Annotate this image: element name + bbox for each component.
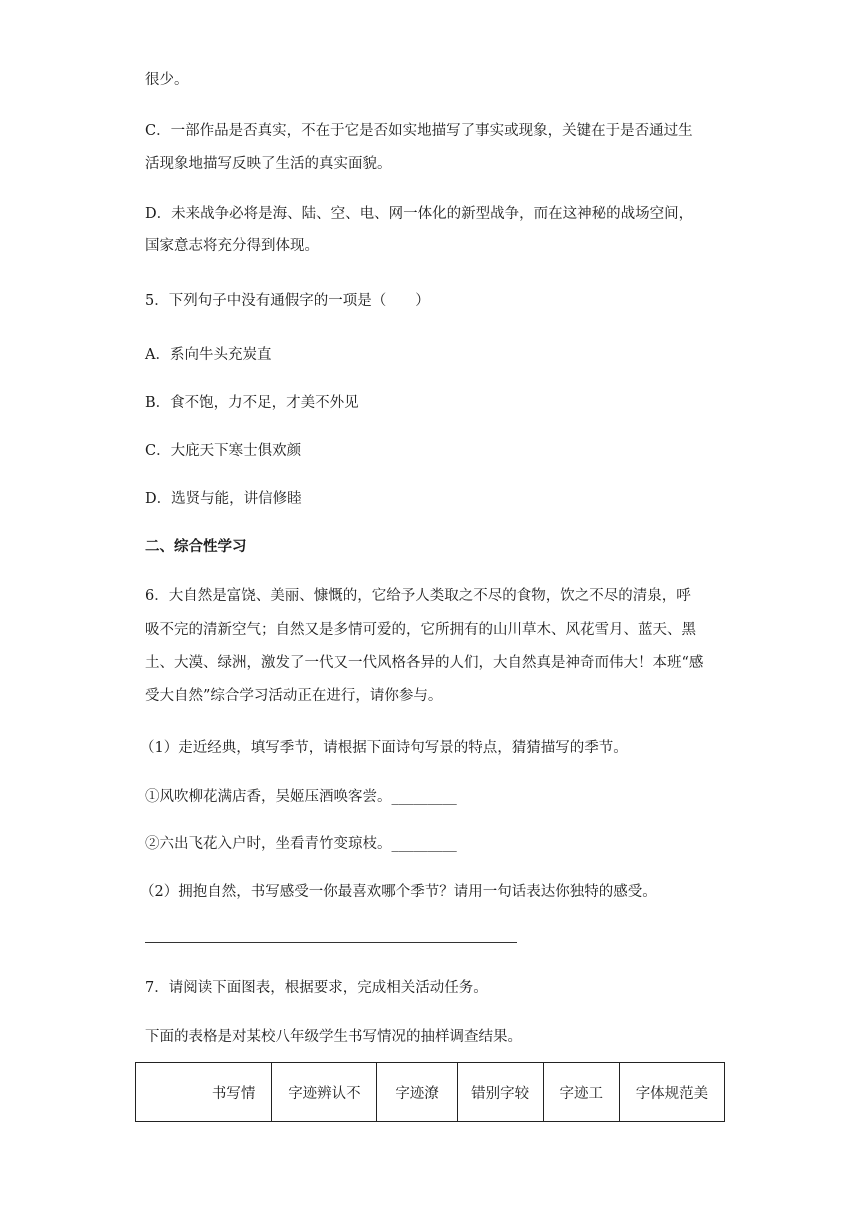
question-4-option-c-cont: 活现象地描写反映了生活的真实面貌。 [145, 156, 392, 172]
question-7-intro: 下面的表格是对某校八年级学生书写情况的抽样调查结果。 [145, 1029, 522, 1045]
continued-text: 很少。 [145, 72, 189, 88]
survey-table [135, 1062, 725, 1122]
question-4-option-d-cont: 国家意志将充分得到体现。 [145, 238, 319, 254]
question-5-option-a: A．系向牛头充炭直 [145, 347, 272, 363]
question-6-poem-2: ②六出飞花入户时，坐看青竹变琼枝。_________ [145, 836, 457, 852]
question-5-stem: 5．下列句子中没有通假字的一项是（ ） [145, 293, 430, 309]
table-header-cell: 错别字较 [457, 1063, 543, 1122]
table-header-cell: 字迹工 [543, 1063, 619, 1122]
question-6-sub-2: （2）拥抱自然，书写感受一你最喜欢哪个季节？请用一句话表达你独特的感受。 [140, 884, 657, 900]
question-6-paragraph-1: 6．大自然是富饶、美丽、慷慨的，它给予人类取之不尽的食物，饮之不尽的清泉，呼 [145, 588, 691, 604]
question-6-paragraph-3: 土、大漠、绿洲，激发了一代又一代风格各异的人们，大自然真是神奇而伟大！本班“感 [145, 655, 704, 671]
question-6-paragraph-4: 受大自然”综合学习活动正在进行，请你参与。 [145, 688, 443, 704]
table-header-cell: 字迹潦 [377, 1063, 457, 1122]
question-4-option-c: C．一部作品是否真实，不在于它是否如实地描写了事实或现象，关键在于是否通过生 [145, 123, 693, 139]
question-4-option-d: D．未来战争必将是海、陆、空、电、网一体化的新型战争，而在这神秘的战场空间， [145, 206, 694, 222]
question-5-option-d: D．选贤与能，讲信修睦 [145, 491, 302, 507]
section-heading-2: 二、综合性学习 [145, 539, 247, 555]
question-7-stem: 7．请阅读下面图表，根据要求，完成相关活动任务。 [145, 980, 488, 996]
table-header-cell: 字体规范美 [619, 1063, 724, 1122]
table-header-row [136, 1063, 725, 1122]
table-header-cell: 书写情 [136, 1063, 272, 1122]
question-5-option-c: C．大庇天下寒士俱欢颜 [145, 443, 302, 459]
answer-blank-line [145, 942, 517, 943]
question-6-sub-1: （1）走近经典，填写季节，请根据下面诗句写景的特点，猜猜描写的季节。 [140, 740, 628, 756]
question-6-paragraph-2: 吸不完的清新空气；自然又是多情可爱的，它所拥有的山川草木、风花雪月、蓝天、黑 [145, 622, 696, 638]
question-6-poem-1: ①风吹柳花满店香，吴姬压酒唤客尝。_________ [145, 789, 457, 805]
table-header-cell: 字迹辨认不 [272, 1063, 377, 1122]
question-5-option-b: B．食不饱，力不足，才美不外见 [145, 395, 359, 411]
